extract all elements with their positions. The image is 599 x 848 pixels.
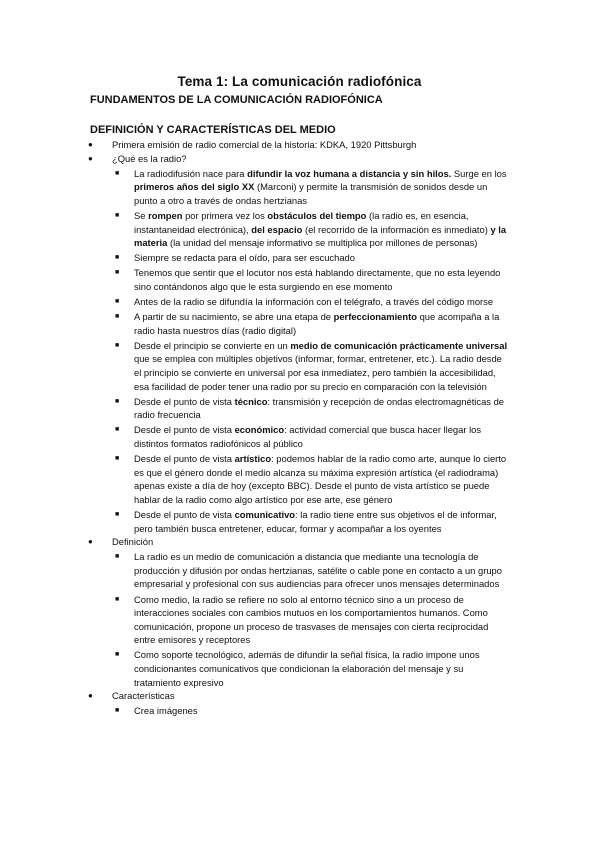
bold-text: rompen [148,209,183,221]
list-item-text [112,535,508,549]
text-run: Primera emisión de radio comercial de la historia: KDKA, 1920 Pittsburgh [112,139,417,150]
list-item-text [134,648,508,689]
sub-list-item [0,423,508,450]
text-run: Tenemos que sentir que el locutor nos está hablando directamente, que no esta leyendo sino contándonos algo que le esta surgiendo en ese momento [134,267,501,292]
sub-list-item [0,508,508,535]
bullet-square-icon: ■ [115,211,120,219]
list-item-text [134,339,508,393]
list-item-text [112,152,508,166]
list-item [0,689,508,703]
sub-list-item [0,550,508,591]
bold-text: técnico [234,395,268,407]
bullet-square-icon: ■ [115,169,120,177]
bullet-square-icon: ■ [115,254,120,262]
list-item-text [134,550,508,591]
text-run: Antes de la radio se difundía la información con el telégrafo, a través del código morse [134,296,494,308]
sub-list-item [0,167,508,208]
list-item-text [134,593,508,647]
bold-text: difundir la voz humana a distancia y sin hilos. [247,167,452,179]
sub-list-item [0,452,508,506]
sub-list-item [0,295,508,309]
text-run: Como soporte tecnológico, además de difundir la señal física, la radio impone unos condicionantes comunicativos que condicionan la elaboración del mensaje y su tratamiento expresivo [134,649,480,688]
bold-text: económico [234,424,285,436]
text-run: Desde el principio se convierte en un [134,339,291,351]
bullet-square-icon: ■ [115,553,120,561]
text-run: que se emplea con múltiples objetivos (informar, formar, entretener, etc.). La radio desde el principio se convierte en universal por esa inmediatez, pero también la accesibilidad, esa facilidad de poder tener una radio por su precio en comparación con la televisión [134,353,502,392]
sub-list-item [0,593,508,647]
text-run: A partir de su nacimiento, se abre una etapa de [134,311,334,323]
bullet-circle-icon: ● [88,537,93,547]
bullet-square-icon: ■ [115,426,120,434]
bold-text: obstáculos del tiempo [267,209,367,221]
document-title: Tema 1: La comunicación radiofónica [177,74,422,89]
text-run: : actividad comercial que busca hacer llegar los distintos formatos radiofónicos al público [134,424,482,449]
bold-text: artístico [234,453,272,465]
bold-text: y la materia [134,223,507,249]
text-run: Desde el punto de vista [134,453,235,465]
bullet-square-icon: ■ [115,269,120,277]
bold-text: perfeccionamiento [333,311,417,323]
list-item-text [134,704,508,718]
bullet-list [0,138,599,718]
list-item-text [134,452,508,506]
text-run: Surge en los [451,167,507,179]
sub-list-item [0,251,508,265]
list-item-text [134,167,508,208]
text-run: : transmisión y recepción de ondas electromagnéticas de radio frecuencia [134,395,505,421]
sub-list-item [0,266,508,293]
text-run: Como medio, la radio se refiere no solo al entorno técnico sino a un proceso de interacciones sociales con cambios mutuos en los comportamientos humanos. Como comunicación, propone un proceso de trasvases de mensajes con cierta reciprocidad entre emisores y receptores [134,593,489,646]
bullet-square-icon: ■ [115,707,120,715]
bold-text: medio de comunicación prácticamente universal [290,339,508,351]
bullet-square-icon: ■ [115,341,120,349]
list-item-text [134,266,508,293]
sub-list-item [0,339,508,393]
sub-list-item [0,395,508,422]
text-run: La radio es un medio de comunicación a distancia que mediante una tecnología de producción y difusión por ondas hertzianas, satélite o cable pone en contacto a un grupo empresarial y profesional con sus audiencias para ofrecer unos mensajes determinados [134,551,502,590]
list-item-text [134,310,508,337]
list-item-text [134,251,508,265]
sub-list-item [0,209,508,250]
list-item-text [134,395,508,422]
bullet-square-icon: ■ [115,510,120,518]
list-item [0,152,508,166]
list-item-text [134,295,508,309]
bullet-square-icon: ■ [115,298,120,306]
text-run: ¿Qué es la radio? [112,152,187,164]
text-run: : la radio tiene entre sus objetivos el de informar, pero también busca entretener, educar, formar y acompañar a los oyentes [134,508,497,534]
bullet-circle-icon: ● [88,691,93,701]
text-run: (el recorrido de la información es inmediato) [302,223,491,235]
list-item-text [134,423,508,450]
document-subtitle: FUNDAMENTOS DE LA COMUNICACIÓN RADIOFÓNICA [90,94,383,106]
text-run: Se [134,209,149,221]
bullet-square-icon: ■ [115,595,120,603]
list-item [0,535,508,549]
section-heading: DEFINICIÓN Y CARACTERÍSTICAS DEL MEDIO [90,124,336,136]
bullet-square-icon: ■ [115,397,120,405]
text-run: por primera vez los [182,209,268,221]
list-item-text [134,209,508,250]
text-run: Desde el punto de vista [134,395,235,407]
text-run: La radiodifusión nace para [134,167,248,179]
text-run: Siempre se redacta para el oído, para ser escuchado [134,252,355,264]
bold-text: del espacio [251,223,303,235]
text-run: (la radio es, en esencia, instantaneidad electrónica), [134,209,469,235]
text-run: Desde el punto de vista [134,424,235,436]
bold-text: comunicativo [234,508,296,520]
bullet-square-icon: ■ [115,455,120,463]
text-run: : podemos hablar de la radio como arte, aunque lo cierto es que el género donde el medio alcanza su máxima expresión artística (el radiodrama) apenas existe a día de hoy (excepto BBC). Desde el punto de vista artístico se puede hablar de la radio como algo artístico por ese arte, ese género [134,453,507,505]
sub-list-item [0,648,508,689]
bullet-circle-icon: ● [88,153,93,163]
text-run: que acompaña a la radio hasta nuestros días (radio digital) [134,311,500,336]
list-item-text [112,138,508,152]
list-item-text [134,508,508,535]
text-run: Desde el punto de vista [134,508,235,520]
list-item [0,138,508,152]
text-run: (Marconi) y permite la transmisión de sonidos desde un punto a otro a través de ondas hertzianas [134,181,488,206]
list-item-text [112,689,508,703]
text-run: Características [112,690,175,702]
sub-list-item [0,704,508,718]
text-run: (la unidad del mensaje informativo se multiplica por millones de personas) [167,237,478,249]
bullet-square-icon: ■ [115,651,120,659]
bullet-square-icon: ■ [115,313,120,321]
bold-text: primeros años del siglo XX [134,181,255,193]
text-run: Crea imágenes [134,705,198,717]
text-run: Definición [112,536,154,548]
bullet-circle-icon: ● [88,140,93,149]
sub-list-item [0,310,508,337]
